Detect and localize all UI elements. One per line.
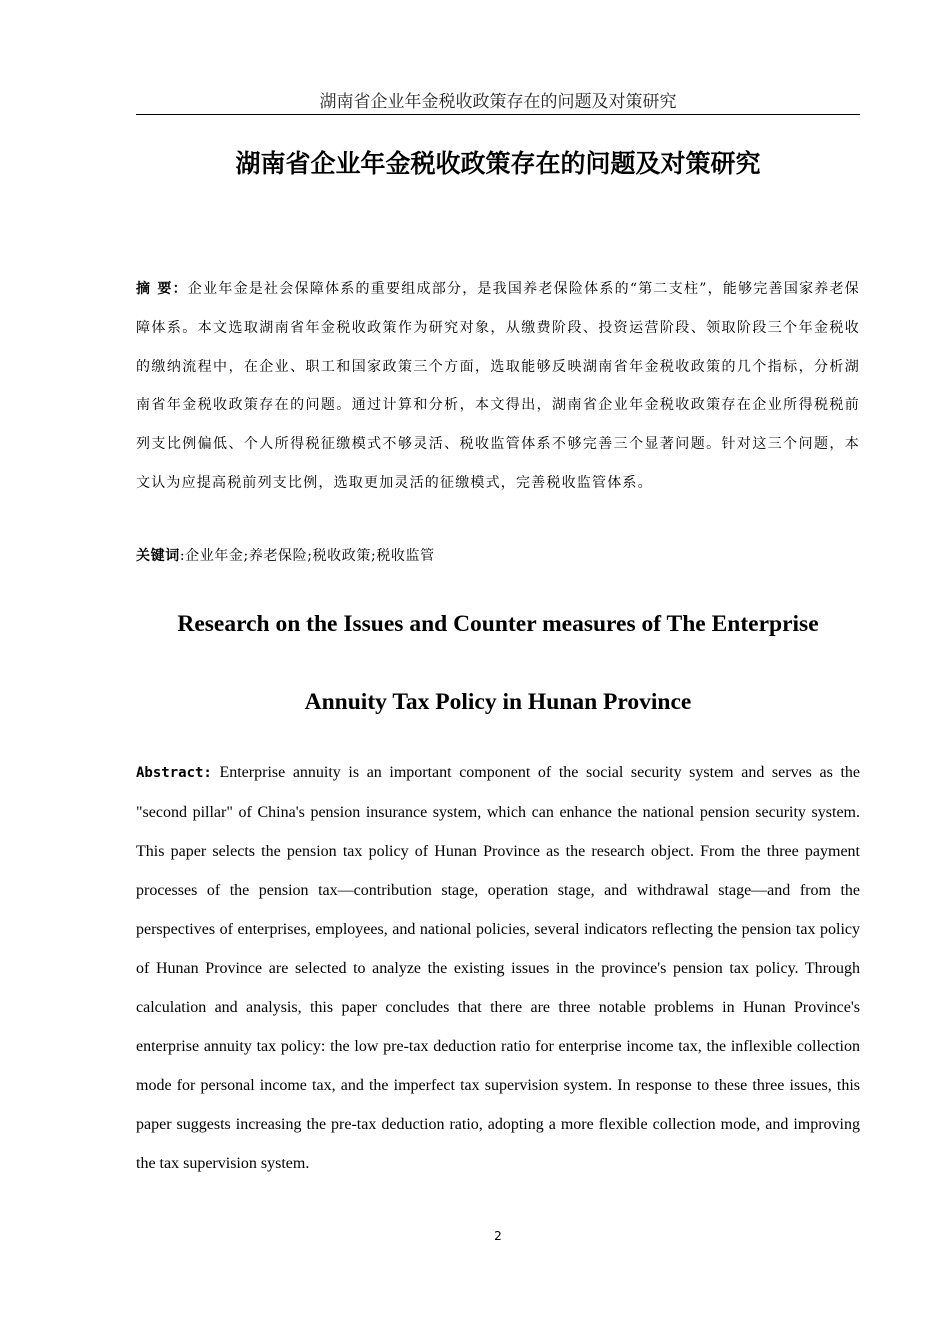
english-title-line-2: Annuity Tax Policy in Hunan Province — [304, 689, 692, 715]
chinese-abstract-label: 摘 要： — [136, 281, 188, 297]
english-title — [136, 585, 860, 741]
chinese-keywords — [136, 541, 860, 571]
chinese-abstract-text: 企业年金是社会保障体系的重要组成部分，是我国养老保险体系的“第二支柱”，能够完善国家养老保障体系。本文选取湖南省年金税收政策作为研究对象，从缴费阶段、投资运营阶段、领取阶段三个年金税收的缴纳流程中，在企业、职工和国家政策三个方面，选取能够反映湖南省年金税收政策的几个指标，分析湖南省年金税收政策存在的问题。通过计算和分析，本文得出，湖南省企业年金税收政策存在企业所得税税前列支比例偏低、个人所得税征缴模式不够灵活、税收监管体系不够完善三个显著问题。针对这三个问题，本文认为应提高税前列支比例，选取更加灵活的征缴模式，完善税收监管体系。 — [136, 281, 860, 491]
chinese-keywords-label: 关键词 — [136, 548, 180, 564]
english-abstract — [136, 753, 860, 1183]
chinese-title: 湖南省企业年金税收政策存在的问题及对策研究 — [235, 149, 761, 178]
english-abstract-text: Enterprise annuity is an important component of the social security system and serves as the "second pillar" of China's pension insurance system, which can enhance the national pension security system. This paper selects the pension tax policy of Hunan Province as the research object. From the three payment processes of the pension tax—contribution stage, operation stage, and withdrawal stage—and from the perspectives of enterprises, employees, and national policies, several indicators reflecting the pension tax policy of Hunan Province are selected to analyze the existing issues in the province's pension tax policy. Through calculation and analysis, this paper concludes that there are three notable problems in Hunan Province's enterprise annuity tax policy: the low pre-tax deduction ratio for enterprise income tax, the inflexible collection mode for personal income tax, and the imperfect tax supervision system. In response to these three issues, this paper suggests increasing the pre-tax deduction ratio, adopting a more flexible collection mode, and improving the tax supervision system. — [136, 764, 860, 1172]
english-title-line-1: Research on the Issues and Counter measures of The Enterprise — [177, 611, 819, 637]
page-number: 2 — [494, 1229, 502, 1243]
running-header: 湖南省企业年金税收政策存在的问题及对策研究 — [136, 90, 860, 115]
chinese-abstract — [136, 270, 860, 503]
chinese-keywords-text: :企业年金;养老保险;税收政策;税收监管 — [179, 548, 435, 564]
english-abstract-label: Abstract: — [136, 765, 212, 781]
